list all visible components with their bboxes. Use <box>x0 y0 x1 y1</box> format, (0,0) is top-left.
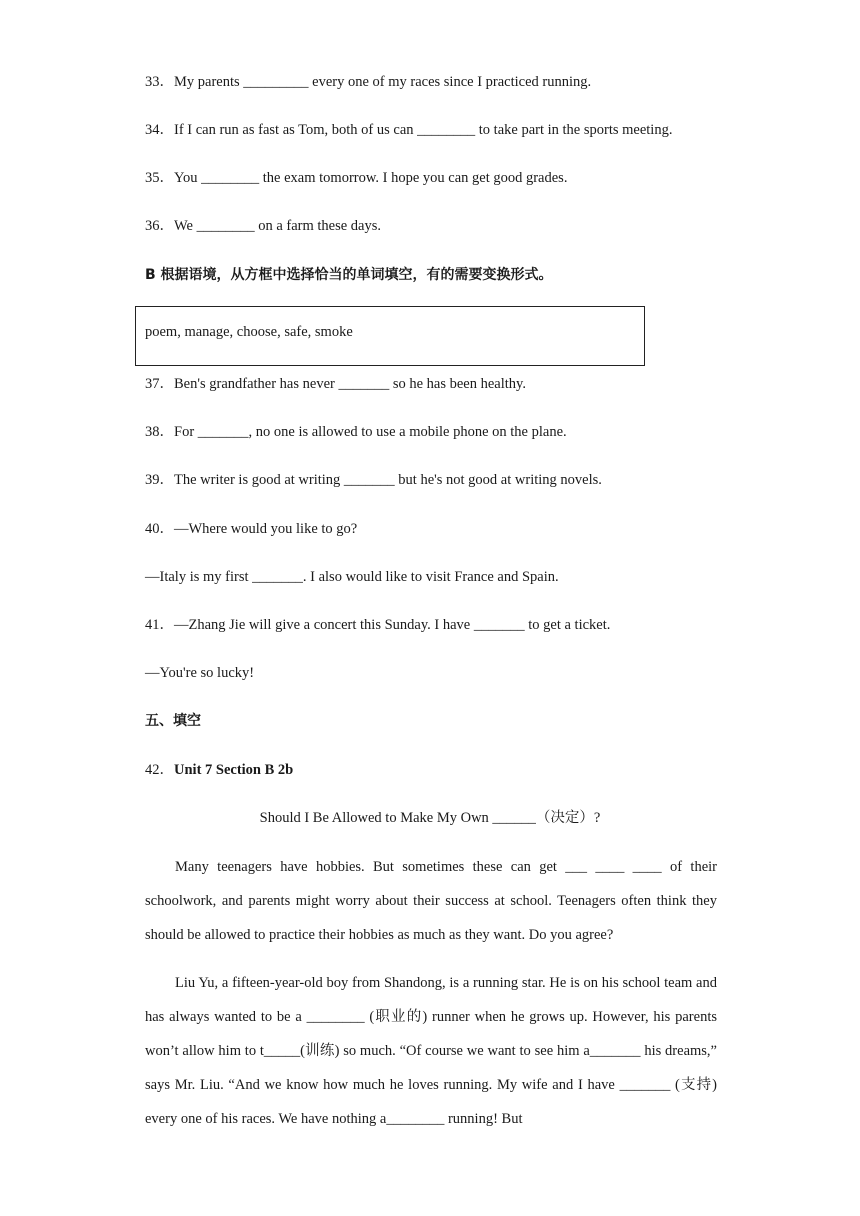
question-41-answer: —You're so lucky! <box>145 665 255 681</box>
passage-paragraph-1 <box>145 850 717 952</box>
question-36: 36．We ________ on a farm these days. <box>145 218 382 234</box>
section-5-title: 五、填空 <box>145 713 201 729</box>
question-39: 39．The writer is good at writing _______ but he's not good at writing novels. <box>145 472 602 488</box>
question-42-title: Unit 7 Section B 2b <box>174 762 294 778</box>
passage-paragraph-1-text: Many teenagers have hobbies. But sometimes these can get ___ ____ ____ of their schoolwork, and parents might worry about their success at school. Teenagers often think they should be allowed to practice their hobbies as much as they want. Do you agree? <box>145 859 717 943</box>
question-35: 35．You ________ the exam tomorrow. I hope you can get good grades. <box>145 170 568 186</box>
question-40-prompt: 40．—Where would you like to go? <box>145 521 358 537</box>
question-37: 37．Ben's grandfather has never _______ so he has been healthy. <box>145 376 526 392</box>
passage-title: Should I Be Allowed to Make My Own ______（决定）? <box>259 810 601 826</box>
question-42-number: 42． <box>145 762 174 778</box>
passage-paragraph-2-text: Liu Yu, a fifteen-year-old boy from Shandong, is a running star. He is on his school team and has always wanted to be a ________ (职业的) runner when he grows up. However, his parents won’t allow him to t_____(训练) so much. “Of course we want to see him a_______ his dreams,” says Mr. Liu. “And we know how much he loves running. My wife and I have _______ (支持) every one of his races. We have nothing a________ running! But <box>145 975 717 1127</box>
question-42-heading <box>145 760 293 780</box>
question-41-prompt: 41．—Zhang Jie will give a concert this Sunday. I have _______ to get a ticket. <box>145 617 611 633</box>
question-34: 34．If I can run as fast as Tom, both of us can ________ to take part in the sports meeting. <box>145 122 673 138</box>
word-box-words: poem, manage, choose, safe, smoke <box>145 324 353 340</box>
question-38: 38．For _______, no one is allowed to use a mobile phone on the plane. <box>145 424 567 440</box>
question-33: 33．My parents _________ every one of my races since I practiced running. <box>145 74 592 90</box>
section-b-title: B 根据语境，从方框中选择恰当的单词填空，有的需要变换形式。 <box>145 267 553 283</box>
word-box <box>135 306 645 366</box>
passage-paragraph-2 <box>145 966 717 1136</box>
question-40-answer: —Italy is my first _______. I also would like to visit France and Spain. <box>145 569 559 585</box>
